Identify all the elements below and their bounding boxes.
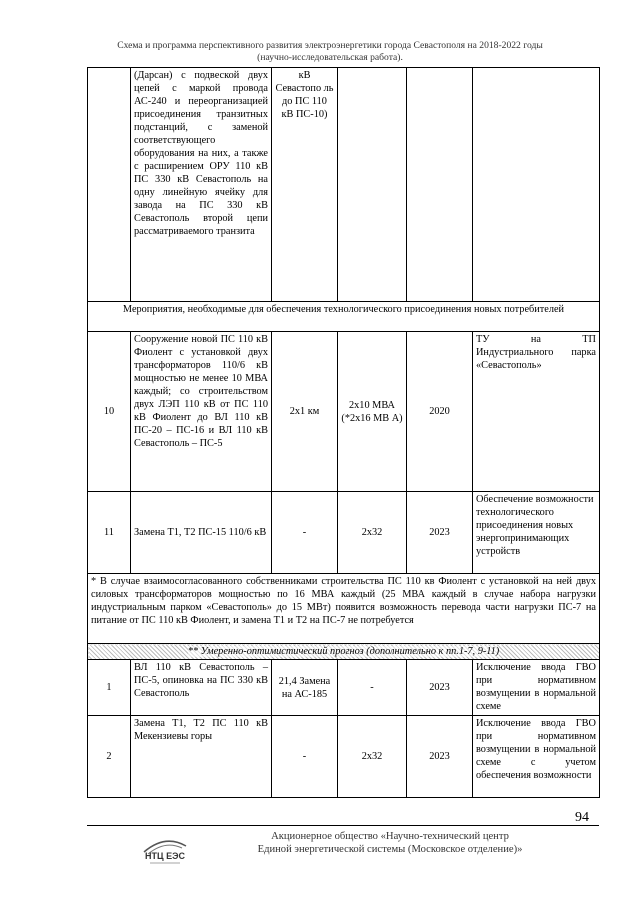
cell-reason (473, 68, 600, 302)
cell-num (88, 68, 131, 302)
cell-description: Замена Т1, Т2 ПС-15 110/6 кВ (131, 492, 272, 574)
cell-num: 2 (88, 716, 131, 798)
header-title: Схема и программа перспективного развития электроэнергетики города Севастополя на 2018-2022 годы (117, 40, 543, 51)
cell-description: Сооружение новой ПС 110 кВ Фиолент с установкой двух трансформаторов 110/6 кВ мощностью не менее 10 МВА каждый; со строительством двух ЛЭП 110 кВ от ПС 110 кВ Фиолент до ВЛ 110 кВ ПС-20 – ПС-16 и ВЛ 110 кВ Севастополь – ПС-5 (131, 332, 272, 492)
section-row (88, 644, 600, 660)
cell-num: 11 (88, 492, 131, 574)
footer-divider (87, 825, 599, 826)
cell-power: 2х32 (338, 716, 407, 798)
section-row (88, 302, 600, 332)
cell-reason: ТУ на ТП Индустриального парка «Севастополь» (473, 332, 600, 492)
cell-power: 2х32 (338, 492, 407, 574)
measures-table (87, 67, 600, 798)
cell-reason: Исключение ввода ГВО при нормативном возмущении в нормальной схеме (473, 660, 600, 716)
page-header (60, 40, 600, 63)
cell-power (338, 68, 407, 302)
header-subtitle: (научно-исследовательская работа). (257, 51, 403, 63)
cell-description: Замена Т1, Т2 ПС 110 кВ Мекензиевы горы (131, 716, 272, 798)
table-row (88, 716, 600, 798)
cell-reason: Исключение ввода ГВО при нормативном возмущении в нормальной схеме с учетом обеспечения возможности (473, 716, 600, 798)
table-row (88, 332, 600, 492)
section-title: Мероприятия, необходимые для обеспечения технологического присоединения новых потребителей (88, 302, 600, 332)
cell-length: - (272, 716, 338, 798)
page-number: 94 (575, 810, 589, 825)
section-title: ** Умеренно-оптимистический прогноз (дополнительно к пп.1-7, 9-11) (88, 644, 600, 660)
cell-length: кВ Севастопо ль до ПС 110 кВ ПС-10) (272, 68, 338, 302)
company-logo (140, 832, 190, 866)
cell-year: 2020 (407, 332, 473, 492)
page-footer (200, 830, 580, 856)
table-row (88, 492, 600, 574)
cell-num: 1 (88, 660, 131, 716)
cell-description: ВЛ 110 кВ Севастополь – ПС-5, опиновка на ПС 330 кВ Севастополь (131, 660, 272, 716)
footer-line-1: Акционерное общество «Научно-технический центр (271, 831, 509, 842)
cell-year: 2023 (407, 660, 473, 716)
cell-power: 2х10 МВА (*2х16 МВ А) (338, 332, 407, 492)
cell-year: 2023 (407, 716, 473, 798)
logo-text: НТЦ ЕЭС (145, 851, 185, 861)
table-row (88, 660, 600, 716)
footnote: * В случае взаимосогласованного собственниками строительства ПС 110 кв Фиолент с установкой на ней двух силовых трансформаторов мощностью по 16 МВА каждый (25 МВА каждый в случае набора нагрузки индустриальным парком «Севастополь» до 15 МВт) появится возможность перевода части нагрузки ПС-7 на питание от ПС 110 кВ Фиолент, и замена Т1 и Т2 на ПС-7 не потребуется (88, 574, 600, 644)
cell-description: (Дарсан) с подвеской двух цепей с маркой провода АС-240 и переорганизацией присоединения транзитных подстанций, с заменой соответствующего оборудования на них, а также с расширением ОРУ 110 кВ ПС 330 кВ Севастополь на одну линейную ячейку для завода на ПС 330 кВ Севастополь второй цепи рассматриваемого транзита (131, 68, 272, 302)
cell-length: - (272, 492, 338, 574)
cell-year: 2023 (407, 492, 473, 574)
cell-year (407, 68, 473, 302)
cell-length: 2х1 км (272, 332, 338, 492)
table-row (88, 68, 600, 302)
note-row (88, 574, 600, 644)
cell-reason: Обеспечение возможности технологического присоединения новых энергопринимающих устройств (473, 492, 600, 574)
cell-length: 21,4 Замена на АС-185 (272, 660, 338, 716)
footer-line-2: Единой энергетической системы (Московское отделение)» (257, 844, 523, 855)
cell-num: 10 (88, 332, 131, 492)
cell-power: - (338, 660, 407, 716)
